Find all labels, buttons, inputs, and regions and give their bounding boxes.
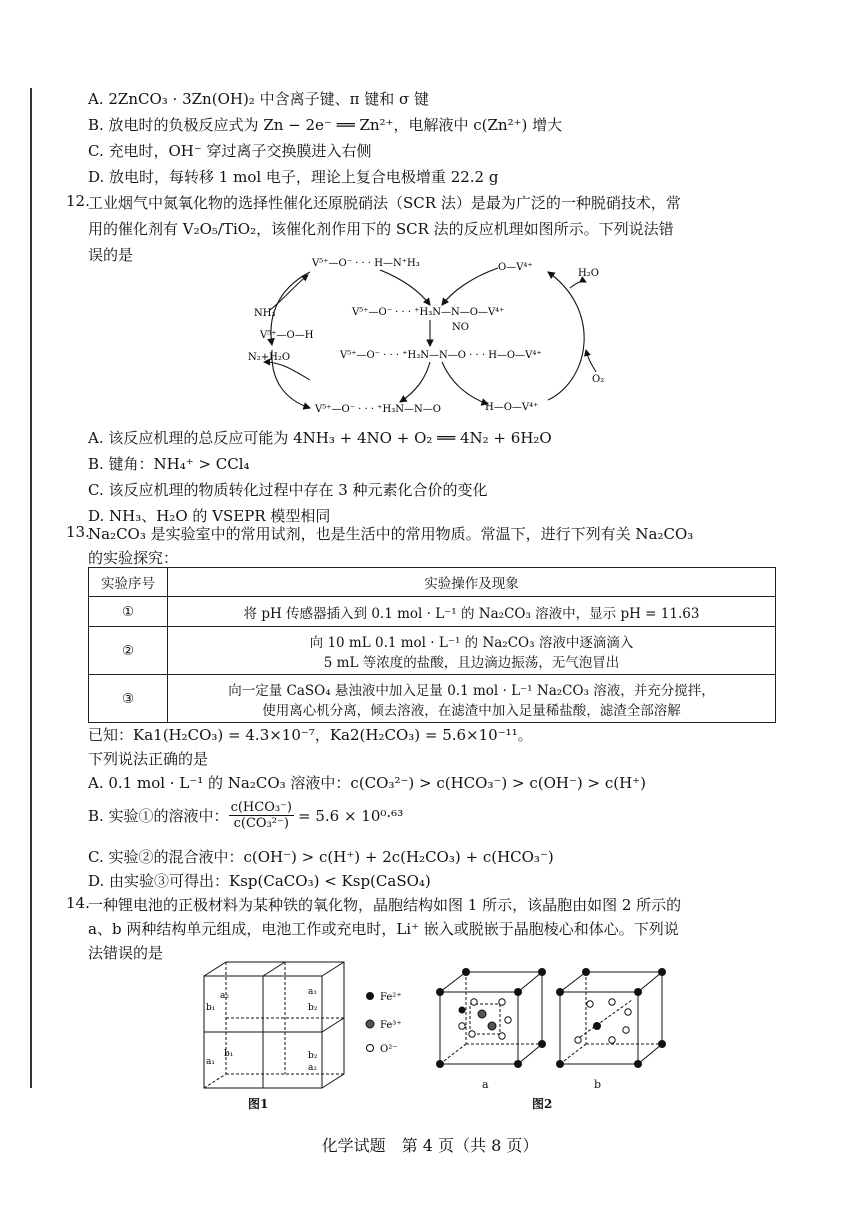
- q11-option-d: D. 放电时，每转移 1 mol 电子，理论上复合电极增重 22.2 g: [88, 168, 499, 186]
- fe2-dot-icon: [366, 992, 374, 1000]
- arrow-nh3-in: [270, 275, 308, 310]
- row-line1: 向 10 mL 0.1 mol · L⁻¹ 的 Na₂CO₃ 溶液中逐滴滴入: [309, 634, 634, 651]
- q12-number: 12.: [66, 192, 90, 210]
- arrow-right-bottom: [442, 362, 488, 404]
- q13-option-c: C. 实验②的混合液中：c(OH⁻) > c(H⁺) + 2c(H₂CO₃) + c(HCO₃⁻): [88, 848, 554, 866]
- ion-legend: [360, 988, 420, 1058]
- diagram-nh3: NH₃: [254, 308, 276, 319]
- q12-option-a: A. 该反应机理的总反应可能为 4NH₃ + 4NO + O₂ ══ 4N₂ + 6H₂O: [88, 429, 552, 447]
- q12-stem-line1: 工业烟气中氮氧化物的选择性催化还原脱硝法（SCR 法）是最为广泛的一种脱硝技术，常: [88, 194, 681, 212]
- table-header-row: [89, 568, 776, 597]
- unit-label: a₁: [308, 987, 317, 997]
- q14-stem-line2: a、b 两种结构单元组成，电池工作或充电时，Li⁺ 嵌入或脱嵌于晶胞棱心和体心。下列说: [88, 920, 679, 938]
- arrow-o2-in: [586, 350, 596, 372]
- table-row: [89, 675, 776, 723]
- q13-number: 13.: [66, 523, 90, 541]
- q14-number: 14.: [66, 894, 90, 912]
- table-row: [89, 597, 776, 627]
- q13-known: 已知：Ka1(H₂CO₃) = 4.3×10⁻⁷，Ka2(H₂CO₃) = 5.6×10⁻¹¹。: [88, 726, 533, 744]
- diagram-right-1: O—V⁴⁺: [498, 262, 533, 273]
- fe3-dot-icon: [366, 1020, 374, 1028]
- q14-stem-line3: 法错误的是: [88, 944, 164, 962]
- figure-1-caption: 图1: [248, 1097, 269, 1111]
- diagram-v5oh: V⁵⁺—O—H: [260, 330, 314, 341]
- unit-label: a₂: [308, 1063, 317, 1073]
- table-row: [89, 627, 776, 675]
- q12-stem-line3: 误的是: [88, 246, 134, 264]
- crystal-figure-1: [196, 958, 346, 1108]
- crystal-cell-a: [432, 964, 550, 1074]
- diagram-state-2: V⁵⁺—O⁻ · · · ⁺H₃N—N—O—V⁴⁺: [352, 307, 505, 318]
- q13-stem-line2: 的实验探究：: [88, 549, 179, 567]
- q13-stem-line1: Na₂CO₃ 是实验室中的常用试剂，也是生活中的常用物质。常温下，进行下列有关 Na₂CO₃: [88, 525, 694, 543]
- scr-mechanism-diagram: [230, 250, 630, 425]
- cell-a-label: a: [482, 1078, 489, 1091]
- legend-fe2: Fe²⁺: [380, 992, 402, 1003]
- arrow-right-arc: [548, 272, 584, 400]
- q13-option-b: [88, 800, 403, 831]
- q12-option-c: C. 该反应机理的物质转化过程中存在 3 种元素化合价的变化: [88, 481, 488, 499]
- q11-option-a: A. 2ZnCO₃ · 3Zn(OH)₂ 中含离子键、π 键和 σ 键: [88, 90, 429, 108]
- row-line1: 将 pH 传感器插入到 0.1 mol · L⁻¹ 的 Na₂CO₃ 溶液中，显示 pH = 11.63: [243, 605, 700, 622]
- row-line2: 5 mL 等浓度的盐酸，且边滴边振荡，无气泡冒出: [323, 654, 620, 671]
- q13-ask: 下列说法正确的是: [88, 750, 209, 768]
- row-text: [168, 597, 776, 627]
- q13-option-b-suffix: = 5.6 × 10⁰·⁶³: [298, 806, 404, 825]
- unit-label: b₁: [206, 1003, 216, 1013]
- arrow-center-down-1: [380, 270, 430, 305]
- table-header-id: 实验序号: [89, 568, 168, 597]
- q13-option-b-fraction: [229, 800, 294, 831]
- legend-fe3: Fe³⁺: [380, 1020, 402, 1031]
- q13-option-a: A. 0.1 mol · L⁻¹ 的 Na₂CO₃ 溶液中：c(CO₃²⁻) > c(HCO₃⁻) > c(OH⁻) > c(H⁺): [88, 774, 646, 792]
- q11-option-b: B. 放电时的负极反应式为 Zn − 2e⁻ ══ Zn²⁺，电解液中 c(Zn²⁺) 增大: [88, 116, 563, 134]
- binding-rule: [30, 88, 32, 1088]
- unit-label: a₂: [220, 991, 229, 1001]
- row-id: ①: [89, 597, 168, 627]
- q14-stem-line1: 一种锂电池的正极材料为某种铁的氧化物，晶胞结构如图 1 所示，该晶胞由如图 2 所示的: [88, 896, 682, 914]
- unit-label: a₁: [206, 1057, 215, 1067]
- arrow-n2h2o-out: [264, 362, 310, 380]
- crystal-cell-b: [552, 964, 670, 1074]
- diagram-state-2-no: NO: [452, 322, 469, 333]
- legend-o2: O²⁻: [380, 1044, 398, 1055]
- fraction-numerator: c(HCO₃⁻): [230, 800, 293, 815]
- row-text: [168, 675, 776, 723]
- fraction-denominator: c(CO₃²⁻): [233, 816, 289, 831]
- diagram-h2o: H₂O: [578, 268, 599, 279]
- q13-option-d: D. 由实验③可得出：Ksp(CaCO₃) < Ksp(CaSO₄): [88, 872, 431, 890]
- q12-option-d: D. NH₃、H₂O 的 VSEPR 模型相同: [88, 507, 331, 525]
- q13-option-b-prefix: B. 实验①的溶液中：: [88, 807, 229, 825]
- o2-dot-icon: [367, 1045, 374, 1052]
- cell-b-label: b: [594, 1078, 602, 1091]
- arrow-right-top: [442, 268, 498, 305]
- q12-stem-line2: 用的催化剂有 V₂O₅/TiO₂，该催化剂作用下的 SCR 法的反应机理如图所示。下列说法错: [88, 220, 674, 238]
- figure-2-caption: 图2: [532, 1097, 553, 1111]
- row-line2: 使用离心机分离，倾去溶液，在滤渣中加入足量稀盐酸，滤渣全部溶解: [262, 702, 681, 719]
- q11-option-c: C. 充电时，OH⁻ 穿过离子交换膜进入右侧: [88, 142, 372, 160]
- diagram-state-1: V⁵⁺—O⁻ · · · H—N⁺H₃: [312, 258, 420, 269]
- diagram-n2h2o: N₂+H₂O: [248, 352, 291, 363]
- row-line1: 向一定量 CaSO₄ 悬浊液中加入足量 0.1 mol · L⁻¹ Na₂CO₃ 溶液，并充分搅拌，: [228, 682, 715, 699]
- row-id: ②: [89, 627, 168, 675]
- arrow-h2o-out: [570, 281, 586, 288]
- diagram-o2: O₂: [592, 374, 605, 385]
- table-header-operation: 实验操作及现象: [168, 568, 776, 597]
- unit-label: b₁: [224, 1049, 234, 1059]
- diagram-state-3: V⁵⁺—O⁻ · · · ⁺H₃N—N—O · · · H—O—V⁴⁺: [340, 350, 542, 361]
- diagram-right-2: H—O—V⁴⁺: [485, 402, 539, 413]
- unit-label: b₂: [308, 1051, 318, 1061]
- row-id: ③: [89, 675, 168, 723]
- row-text: [168, 627, 776, 675]
- page-footer: 化学试题 第 4 页（共 8 页）: [321, 1136, 539, 1155]
- diagram-state-4: V⁵⁺—O⁻ · · · ⁺H₃N—N—O: [315, 404, 441, 415]
- unit-label: b₂: [308, 1003, 318, 1013]
- arrow-center-down-3: [400, 362, 430, 402]
- q12-option-b: B. 键角：NH₄⁺ > CCl₄: [88, 455, 250, 473]
- experiment-table: [88, 567, 776, 723]
